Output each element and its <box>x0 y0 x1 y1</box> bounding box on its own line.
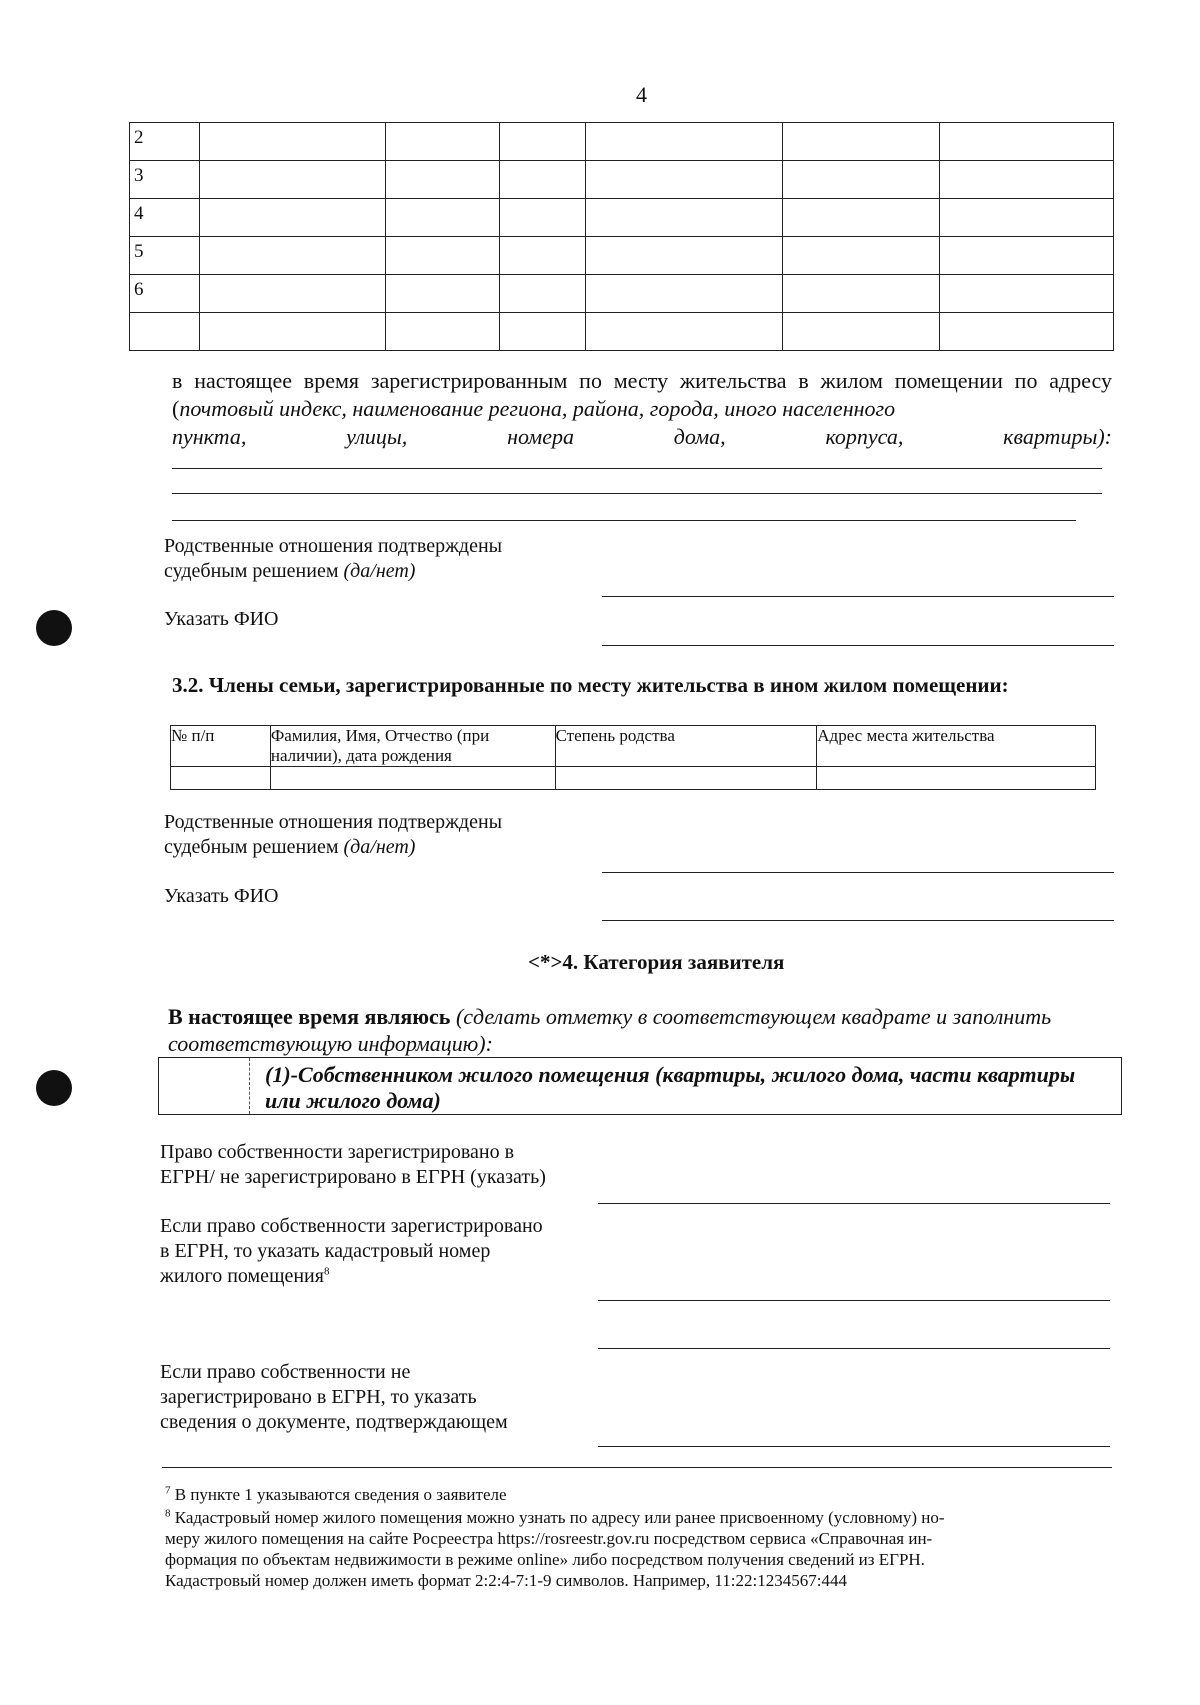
table-cell[interactable] <box>270 767 555 790</box>
table-cell[interactable] <box>783 275 940 313</box>
row-number: 2 <box>130 123 200 161</box>
table-row <box>130 161 1114 199</box>
footnote-mark: 7 <box>165 1484 171 1497</box>
table-cell[interactable] <box>783 237 940 275</box>
page-number: 4 <box>636 82 647 107</box>
footnote-line: Кадастровый номер должен иметь формат 2:2:4-7:1-9 символов. Например, 11:22:1234567:444 <box>165 1571 847 1590</box>
table-cell[interactable] <box>199 123 385 161</box>
relations-confirmed-label <box>164 534 502 584</box>
fio-input[interactable] <box>602 645 1114 646</box>
table-row <box>130 123 1114 161</box>
table-cell[interactable] <box>385 313 499 351</box>
relations-hint: (да/нет) <box>343 836 416 858</box>
table-cell[interactable] <box>499 313 585 351</box>
relations-label-text: судебным решением <box>164 836 339 858</box>
ownership-registered-label <box>160 1140 546 1190</box>
ownership-not-registered-label <box>160 1360 508 1435</box>
intro-bold: В настоящее время являюсь <box>168 1004 451 1029</box>
row-number <box>130 313 200 351</box>
address-word: корпуса, <box>825 424 904 449</box>
cadastral-number-label <box>160 1214 543 1289</box>
footnote-text: Кадастровый номер жилого помещения можно узнать по адресу или ранее присвоенному (условному) но- <box>174 1508 945 1527</box>
table-cell[interactable] <box>199 199 385 237</box>
table-cell[interactable] <box>585 275 783 313</box>
footnote-text: В пункте 1 указываются сведения о заявителе <box>174 1485 507 1504</box>
other-residence-members-table <box>170 725 1096 790</box>
address-word: номера <box>507 424 574 449</box>
table-cell[interactable] <box>385 237 499 275</box>
footnote-line: меру жилого помещения на сайте Росреестра https://rosreestr.gov.ru посредством сервиса «Справочная ин- <box>165 1529 933 1548</box>
table-cell[interactable] <box>555 767 817 790</box>
address-word: дома, <box>673 424 726 449</box>
relations-confirmed-label-3-2 <box>164 810 502 860</box>
table-cell[interactable] <box>199 237 385 275</box>
not-registered-line: зарегистрировано в ЕГРН, то указать <box>160 1386 477 1408</box>
table-cell[interactable] <box>940 161 1114 199</box>
table-cell[interactable] <box>940 313 1114 351</box>
address-input-line[interactable] <box>172 520 1076 521</box>
not-registered-line: сведения о документе, подтверждающем <box>160 1411 508 1433</box>
table-cell[interactable] <box>499 199 585 237</box>
table-cell[interactable] <box>385 275 499 313</box>
table-cell[interactable] <box>940 123 1114 161</box>
table-cell[interactable] <box>199 161 385 199</box>
fio-label: Указать ФИО <box>164 608 279 630</box>
table-cell[interactable] <box>585 199 783 237</box>
fio-input-3-2[interactable] <box>602 920 1114 921</box>
footnote-separator <box>162 1467 1112 1468</box>
relations-confirmed-input[interactable] <box>602 596 1114 597</box>
ownership-document-input[interactable] <box>598 1446 1110 1447</box>
footnote-line <box>165 1507 1125 1528</box>
table-row <box>171 767 1096 790</box>
intro-instructions: (сделать отметку в соответствующем квадрате и заполнить соответствующую информацию): <box>168 1004 1052 1056</box>
column-header-relation: Степень родства <box>555 726 817 767</box>
fio-label-3-2: Указать ФИО <box>164 885 279 907</box>
column-header-address: Адрес места жительства <box>817 726 1096 767</box>
table-cell[interactable] <box>585 313 783 351</box>
cadastral-line: в ЕГРН, то указать кадастровый номер <box>160 1240 491 1262</box>
footnote-8 <box>165 1507 1125 1591</box>
footnote-line: формация по объектам недвижимости в режиме online» либо посредством получения сведений из ЕГРН. <box>165 1550 925 1569</box>
table-cell[interactable] <box>783 123 940 161</box>
relations-label-line: Родственные отношения подтверждены <box>164 811 503 833</box>
table-cell[interactable] <box>817 767 1096 790</box>
table-cell[interactable] <box>783 313 940 351</box>
cadastral-number-input[interactable] <box>598 1300 1110 1301</box>
address-input-line[interactable] <box>172 493 1102 494</box>
table-cell[interactable] <box>585 123 783 161</box>
ownership-registered-input[interactable] <box>598 1203 1110 1204</box>
table-header-row <box>171 726 1096 767</box>
section-3-2-title: 3.2. Члены семьи, зарегистрированные по месту жительства в ином жилом помещении: <box>172 673 1009 697</box>
address-word: улицы, <box>346 424 408 449</box>
row-number: 5 <box>130 237 200 275</box>
table-cell[interactable] <box>385 161 499 199</box>
address-paragraph <box>172 367 1112 451</box>
table-cell[interactable] <box>385 199 499 237</box>
table-cell[interactable] <box>499 123 585 161</box>
table-cell[interactable] <box>783 199 940 237</box>
table-cell[interactable] <box>585 161 783 199</box>
cadastral-number-input-2[interactable] <box>598 1348 1110 1349</box>
option-owner-row <box>158 1057 1122 1115</box>
address-paragraph-lead: в настоящее время зарегистрированным по месту жительства в жилом помещении по адресу ( <box>172 368 1112 421</box>
table-cell[interactable] <box>940 199 1114 237</box>
table-cell[interactable] <box>783 161 940 199</box>
table-cell[interactable] <box>171 767 271 790</box>
address-word: пункта, <box>172 424 247 449</box>
ownership-registered-line: ЕГРН/ не зарегистрировано в ЕГРН (указать) <box>160 1166 546 1188</box>
column-header-name: Фамилия, Имя, Отчество (при наличии), дата рождения <box>270 726 555 767</box>
table-cell[interactable] <box>199 313 385 351</box>
table-cell[interactable] <box>585 237 783 275</box>
address-paragraph-line2 <box>172 423 1112 451</box>
relations-confirmed-input-3-2[interactable] <box>602 872 1114 873</box>
footnote-7 <box>165 1484 1125 1505</box>
table-cell[interactable] <box>199 275 385 313</box>
table-cell[interactable] <box>499 275 585 313</box>
row-number: 6 <box>130 275 200 313</box>
relations-hint: (да/нет) <box>343 560 416 582</box>
relations-label-text: судебным решением <box>164 560 339 582</box>
family-members-table-continued <box>129 122 1114 351</box>
punch-hole <box>36 1070 72 1106</box>
section-4-intro <box>168 1003 1112 1057</box>
table-row <box>130 275 1114 313</box>
table-cell[interactable] <box>385 123 499 161</box>
punch-hole <box>36 610 72 646</box>
option-owner-checkbox[interactable] <box>159 1058 250 1114</box>
address-input-line[interactable] <box>172 468 1102 469</box>
column-header-num: № п/п <box>171 726 271 767</box>
address-paragraph-hint: почтовый индекс, наименование региона, района, города, иного населенного <box>179 396 896 421</box>
not-registered-line: Если право собственности не <box>160 1361 411 1383</box>
cadastral-text: жилого помещения <box>160 1265 324 1287</box>
ownership-registered-line: Право собственности зарегистрировано в <box>160 1141 515 1163</box>
address-paragraph-text <box>172 367 1112 423</box>
cadastral-line <box>160 1264 543 1289</box>
table-cell[interactable] <box>940 275 1114 313</box>
table-cell[interactable] <box>940 237 1114 275</box>
relations-label-line: Родственные отношения подтверждены <box>164 535 503 557</box>
table-row <box>130 199 1114 237</box>
relations-label-line <box>164 559 502 584</box>
relations-label-line <box>164 835 502 860</box>
footnote-ref: 8 <box>323 1265 330 1278</box>
table-row <box>130 313 1114 351</box>
row-number: 4 <box>130 199 200 237</box>
footnote-mark: 8 <box>165 1507 171 1520</box>
table-cell[interactable] <box>499 237 585 275</box>
row-number: 3 <box>130 161 200 199</box>
address-word: квартиры): <box>1003 424 1112 449</box>
section-4-heading: <*>4. Категория заявителя <box>528 950 785 974</box>
option-owner-label: (1)-Собственником жилого помещения (квартиры, жилого дома, части квартиры или жилого дома) <box>265 1062 1076 1113</box>
cadastral-line: Если право собственности зарегистрировано <box>160 1215 543 1237</box>
table-cell[interactable] <box>499 161 585 199</box>
table-row <box>130 237 1114 275</box>
